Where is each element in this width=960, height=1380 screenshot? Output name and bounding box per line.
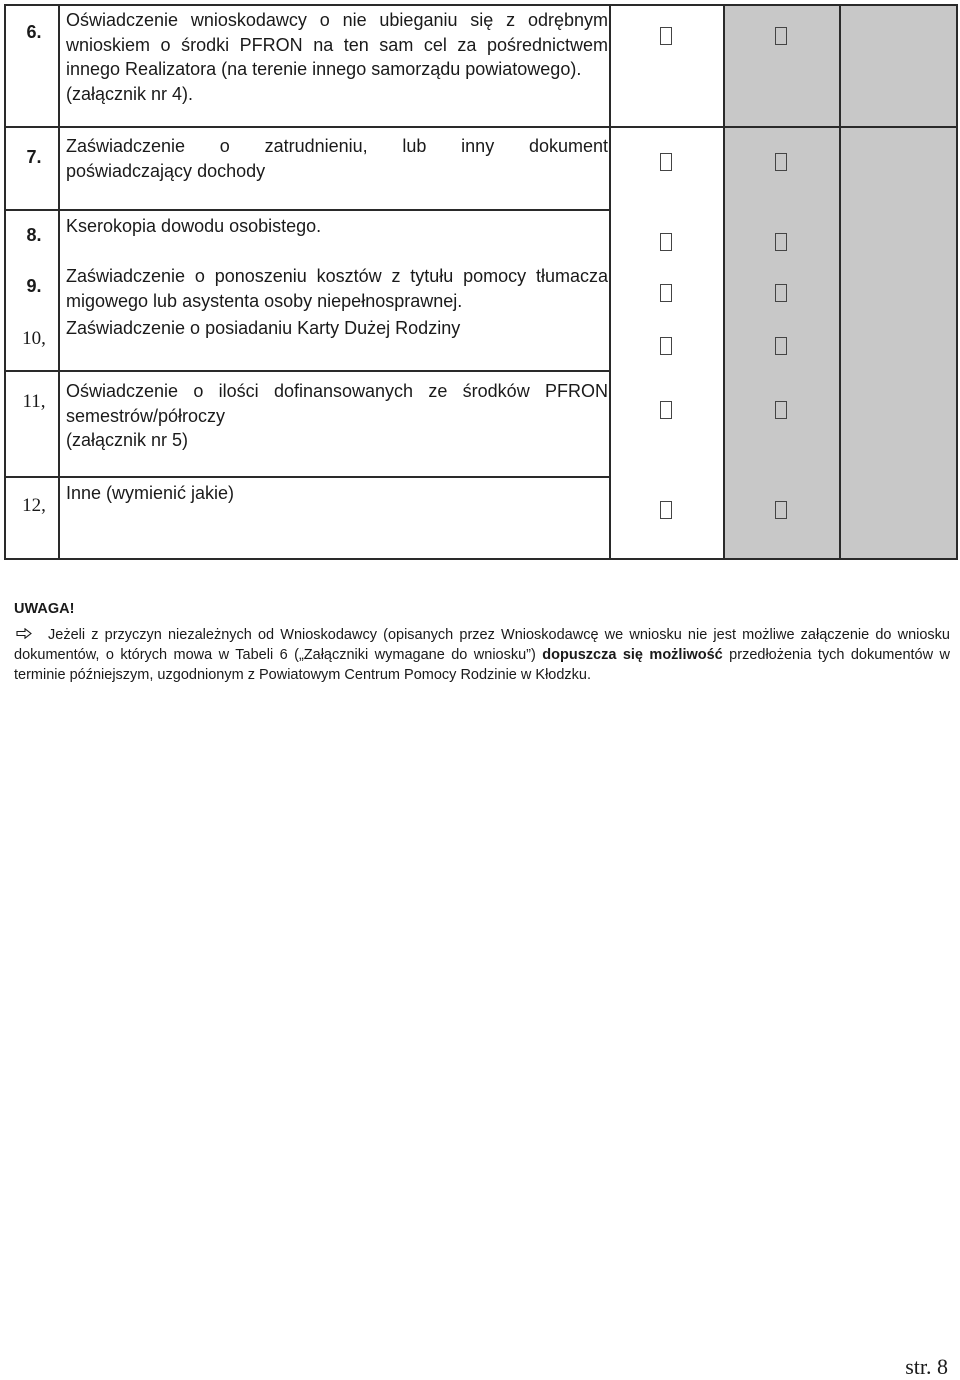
row-description: Oświadczenie o ilości dofinansowanych ze środków PFRON semestrów/półroczy (załącznik nr 5)	[66, 381, 608, 450]
row-description: Zaświadczenie o ponoszeniu kosztów z tytułu pomocy tłumacza migowego lub asystenta osoby niepełnosprawnej.	[66, 266, 608, 311]
row-number: 9.	[26, 276, 42, 296]
checkbox-yes-11[interactable]	[660, 401, 672, 419]
row-description: Inne (wymienić jakie)	[66, 483, 235, 503]
notice-heading: UWAGA!	[14, 601, 75, 617]
checkbox-no-7[interactable]	[775, 153, 787, 171]
row-number: 7.	[26, 147, 42, 167]
row-number: 10,	[22, 328, 46, 349]
checkbox-no-10[interactable]	[775, 337, 787, 355]
row-description: Oświadczenie wnioskodawcy o nie ubieganiu się z odrębnym wnioskiem o środki PFRON na ten sam cel za pośrednictwem innego Realizatora (na terenie innego samorządu powiatowego). (załącznik nr 4).	[66, 10, 608, 104]
row-description: Zaświadczenie o posiadaniu Karty Dużej Rodziny	[66, 318, 461, 338]
page-number: str. 8	[905, 1354, 948, 1379]
checkbox-yes-7[interactable]	[660, 153, 672, 171]
shaded-column-1	[725, 6, 841, 558]
attachments-table	[4, 4, 958, 560]
checkbox-yes-8[interactable]	[660, 233, 672, 251]
row-number: 12,	[22, 495, 46, 516]
outline-right-arrow-icon	[16, 625, 32, 645]
notice-text: Jeżeli z przyczyn niezależnych od Wnioskodawcy (opisanych przez Wnioskodawcę we wniosku nie jest możliwe załączenie do wniosku dokumentów, o których mowa w Tabeli 6 („Załączniki wymagane do wniosku”) dopuszcza się możliwość przedłożenia tych dokumentów w terminie późniejszym, uzgodnionym z Powiatowym Centrum Pomocy Rodzinie w Kłodzku.	[14, 627, 950, 683]
checkbox-no-9[interactable]	[775, 284, 787, 302]
checkbox-yes-12[interactable]	[660, 501, 672, 519]
checkbox-yes-10[interactable]	[660, 337, 672, 355]
row-number: 6.	[26, 22, 42, 42]
checkbox-yes-6[interactable]	[660, 27, 672, 45]
row-description: Kserokopia dowodu osobistego.	[66, 216, 322, 236]
row-number: 8.	[26, 225, 42, 245]
checkbox-no-11[interactable]	[775, 401, 787, 419]
row-number: 11,	[22, 391, 46, 412]
checkbox-no-12[interactable]	[775, 501, 787, 519]
shaded-column-2	[841, 6, 958, 558]
checkbox-no-8[interactable]	[775, 233, 787, 251]
checkbox-no-6[interactable]	[775, 27, 787, 45]
checkbox-yes-9[interactable]	[660, 284, 672, 302]
row-description: Zaświadczenie o zatrudnieniu, lub inny dokument poświadczający dochody	[66, 136, 608, 181]
